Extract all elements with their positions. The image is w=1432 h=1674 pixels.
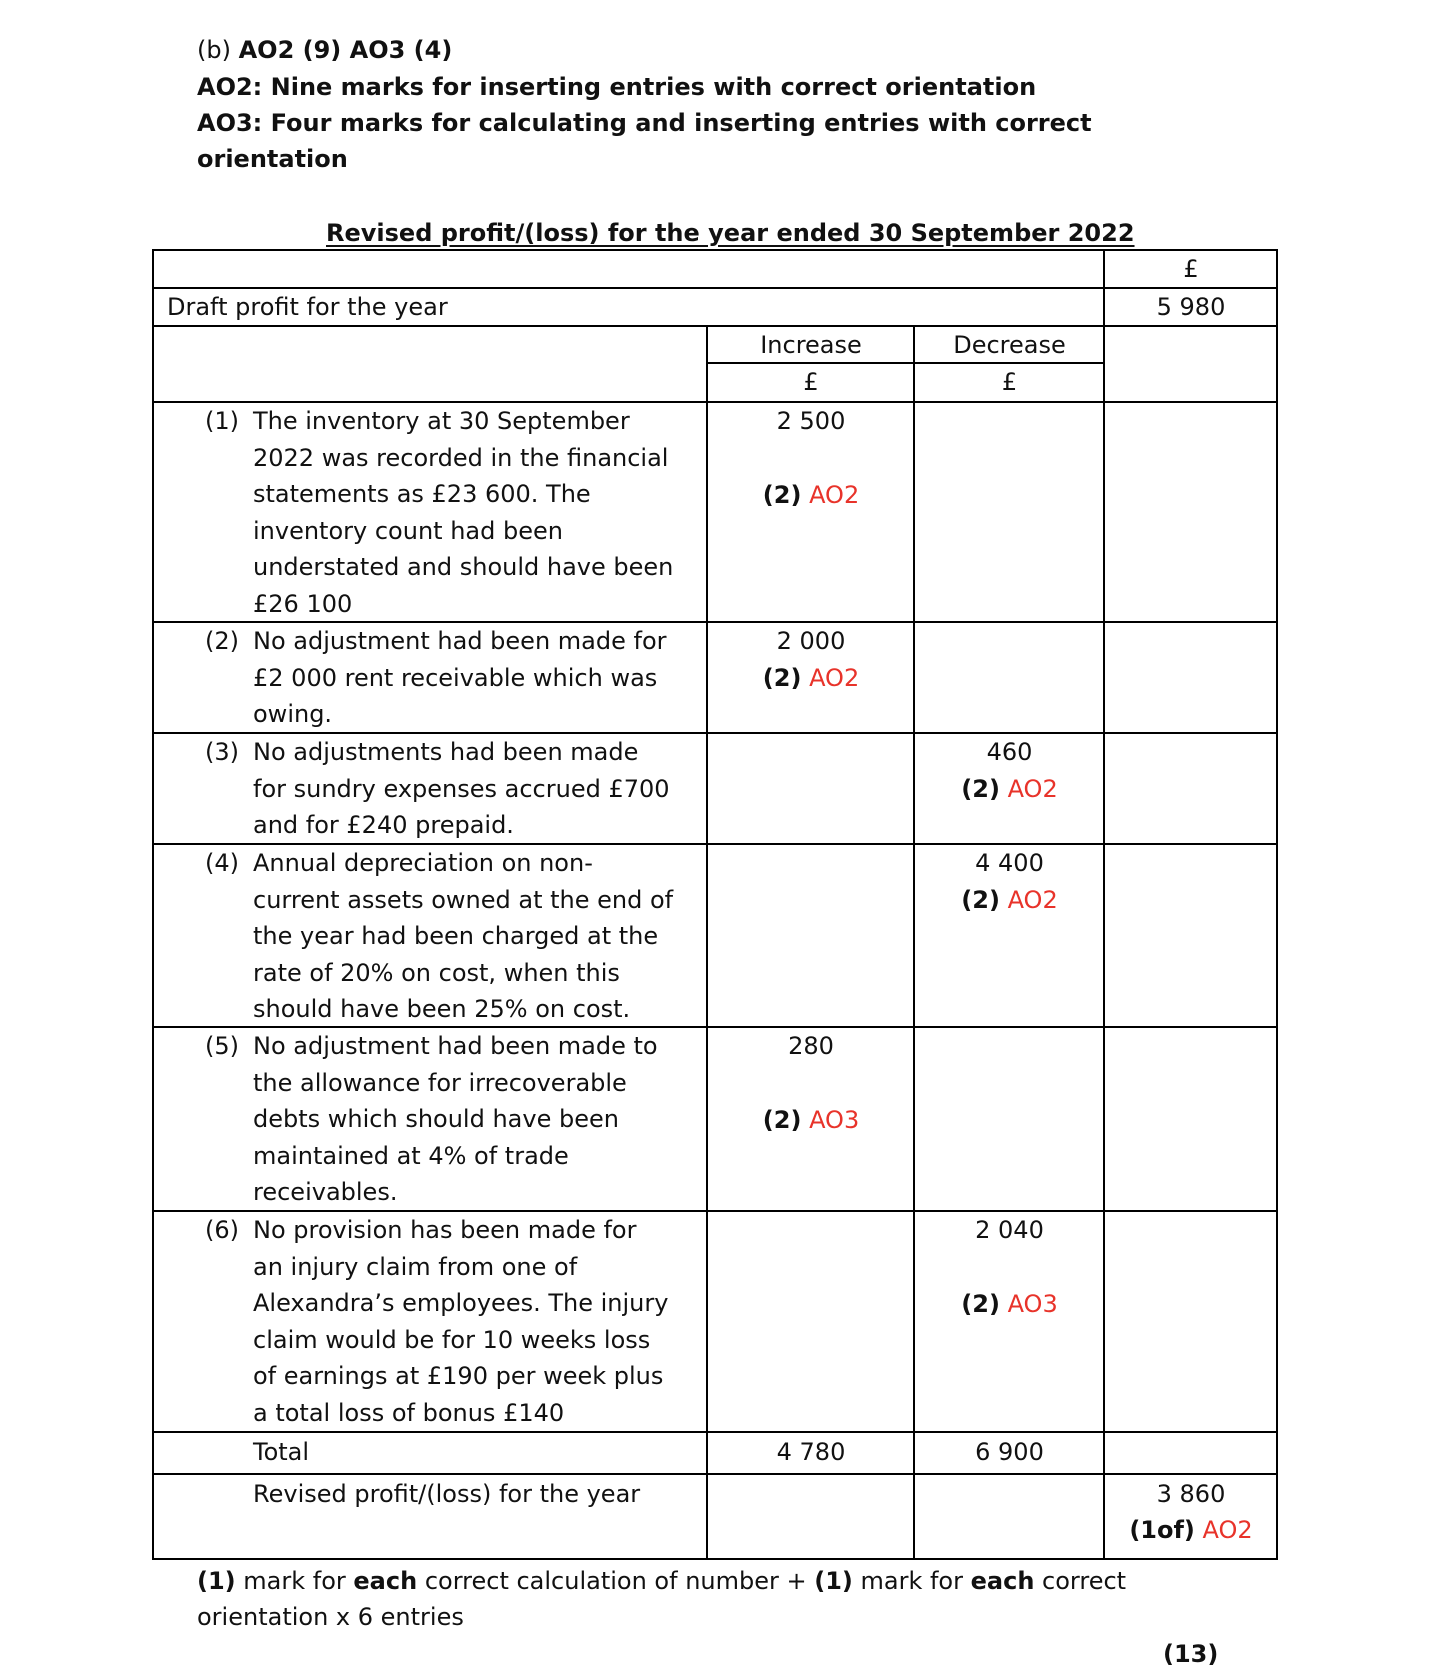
- marking-note-cont: orientation x 6 entries: [197, 1603, 464, 1631]
- adjustment-5-marks: (2) AO3: [762, 1106, 860, 1134]
- adjustment-1-increase: 2 500: [776, 407, 846, 435]
- decrease-unit: £: [1001, 368, 1018, 396]
- adjustment-5-description: (5) No adjustment had been made to the allowance for irrecoverable debts which should have been maintained at 4% of trade receivables.: [205, 1028, 705, 1211]
- ao-tag: AO3: [809, 1106, 860, 1134]
- currency-header: £: [1183, 255, 1199, 283]
- adjustment-3-marks: (2) AO2: [961, 775, 1058, 803]
- adjustment-6-description: (6) No provision has been made for an injury claim from one of Alexandra’s employees. The injury claim would be for 10 weeks loss of earnings at £190 per week plus a total loss of bonus £140: [205, 1212, 705, 1432]
- adjustment-number: (2): [205, 627, 239, 655]
- ao2-description: AO2: Nine marks for inserting entries with correct orientation: [197, 73, 1037, 101]
- adjustment-number: (1): [205, 407, 239, 435]
- adjustment-number: (6): [205, 1216, 239, 1244]
- adjustment-number: (5): [205, 1032, 239, 1060]
- ao-tag: AO2: [809, 481, 860, 509]
- ao-tag: AO2: [809, 664, 860, 692]
- draft-profit-label: Draft profit for the year: [167, 293, 448, 321]
- adjustment-3-decrease: 460: [986, 738, 1033, 766]
- ao-tag: AO2: [1007, 886, 1058, 914]
- adjustment-1-description: (1) The inventory at 30 September 2022 was recorded in the financial statements as £23 600. The inventory count had been understated and should have been £26 100: [205, 403, 705, 623]
- adjustment-2-increase: 2 000: [776, 627, 846, 655]
- adjustment-6-decrease: 2 040: [975, 1216, 1044, 1244]
- total-decrease: 6 900: [975, 1438, 1044, 1466]
- adjustment-number: (3): [205, 738, 239, 766]
- part-label: (b): [197, 36, 231, 64]
- marking-note: (1) mark for each correct calculation of number + (1) mark for each correct: [197, 1567, 1127, 1595]
- ao-tag: AO2: [1202, 1516, 1253, 1544]
- adjustment-2-marks: (2) AO2: [762, 664, 860, 692]
- adjustment-4-description: (4) Annual depreciation on non- current assets owned at the end of the year had been charged at the rate of 20% on cost, when this should have been 25% on cost.: [205, 845, 705, 1028]
- row-rule: [152, 1558, 1278, 1560]
- revised-profit-marks: (1of) AO2: [1129, 1516, 1253, 1544]
- total-marks: (13): [1163, 1640, 1219, 1668]
- adjustment-3-description: (3) No adjustments had been made for sundry expenses accrued £700 and for £240 prepaid.: [205, 734, 705, 844]
- ao-tag: AO2: [1007, 775, 1058, 803]
- part-heading: [197, 32, 452, 68]
- ao3-description: AO3: Four marks for calculating and inserting entries with correct: [197, 109, 1092, 137]
- adjustment-2-description: (2) No adjustment had been made for £2 000 rent receivable which was owing.: [205, 623, 705, 733]
- total-label: Total: [253, 1438, 310, 1466]
- increase-unit: £: [803, 368, 819, 396]
- decrease-header: Decrease: [953, 331, 1066, 359]
- adjustment-4-marks: (2) AO2: [961, 886, 1058, 914]
- increase-header: Increase: [760, 331, 862, 359]
- adjustment-number: (4): [205, 849, 239, 877]
- ao-tag: AO3: [1007, 1290, 1058, 1318]
- table-title: Revised profit/(loss) for the year ended 30 September 2022: [326, 219, 1135, 247]
- adjustment-5-increase: 280: [788, 1032, 834, 1060]
- table-border-left: [152, 250, 154, 1560]
- adjustment-1-marks: (2) AO2: [762, 481, 860, 509]
- revised-profit-label: Revised profit/(loss) for the year: [253, 1480, 641, 1508]
- total-increase: 4 780: [776, 1438, 846, 1466]
- row-rule: [152, 1473, 1278, 1475]
- revised-profit-value: 3 860: [1156, 1480, 1226, 1508]
- part-marks: AO2 (9) AO3 (4): [238, 36, 453, 64]
- draft-profit-value: 5 980: [1156, 293, 1226, 321]
- adjustment-4-decrease: 4 400: [975, 849, 1044, 877]
- adjustment-6-marks: (2) AO3: [961, 1290, 1058, 1318]
- table-border-right: [1276, 250, 1278, 1560]
- ao3-description-cont: orientation: [197, 145, 348, 173]
